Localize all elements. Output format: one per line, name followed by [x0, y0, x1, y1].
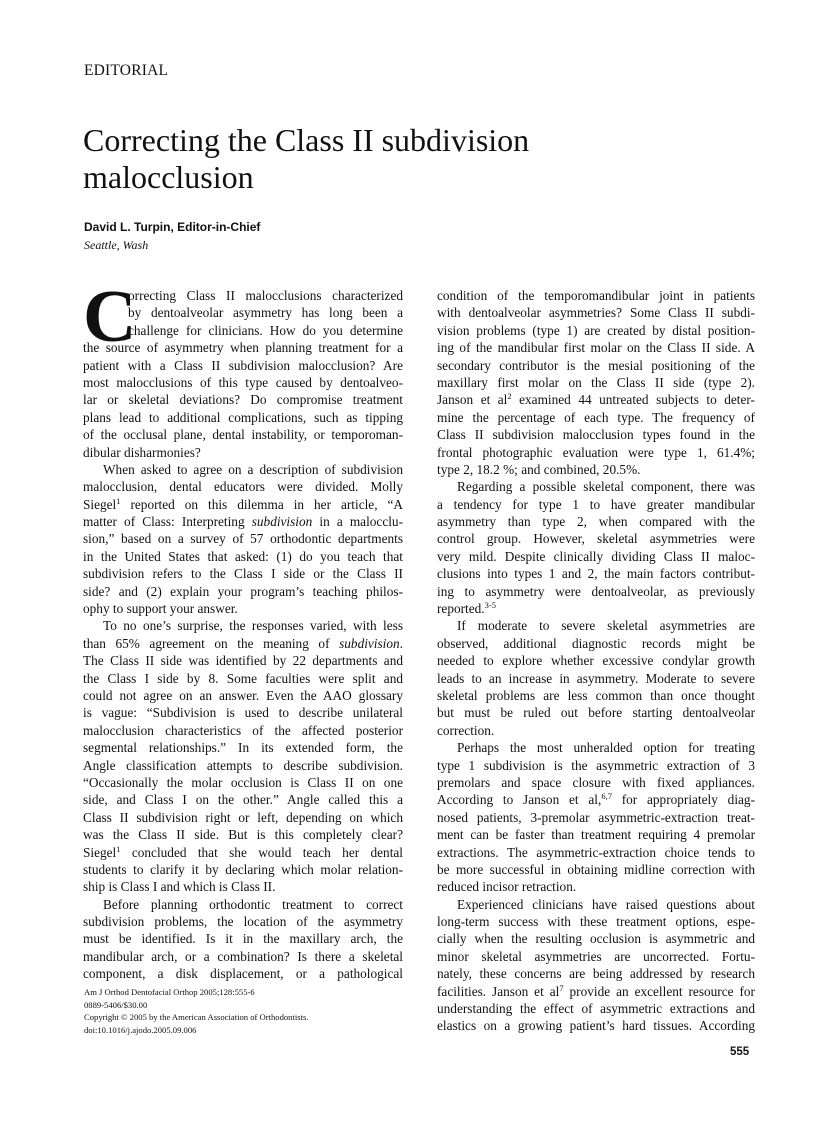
text-line: Angle classification attempts to describe subdivision. [83, 757, 403, 773]
text-segment: Siegel [83, 496, 117, 512]
text-line: in the United States that asked: (1) do you teach that [83, 548, 403, 564]
text-line: correction. [437, 722, 495, 738]
text-segment: facilities. Janson et al [437, 983, 560, 999]
text-line [437, 791, 755, 808]
text-line: mandibular arch, or a combination? Is there a skeletal [83, 948, 403, 964]
text-line: Class II subdivision malocclusion types found in the [437, 427, 755, 443]
text-line: leads to an increase in asymmetry. Moderate to severe [437, 670, 755, 686]
text-line: ship is Class I and which is Class II. [83, 879, 276, 895]
text-line: malocclusion characteristics of the affected posterior [83, 722, 403, 738]
author-name: David L. Turpin, Editor-in-Chief [84, 220, 261, 234]
reference-superscript: 7 [559, 982, 564, 993]
paragraph [83, 896, 403, 983]
text-line: mine the percentage of each type. The frequency of [437, 409, 755, 425]
text-line: is vague: “Subdivision is used to describe unilateral [83, 705, 403, 721]
text-line: extractions. The asymmetric-extraction choice tends to [437, 844, 755, 860]
citation-footer [84, 986, 308, 1036]
text-line: very mild. Despite clinically dividing Class II maloc- [437, 548, 755, 564]
text-line: of the occlusal plane, dental instability, or temporoman- [83, 427, 403, 443]
text-line: skeletal problems are less common than once thought [437, 687, 755, 703]
drop-cap: C [83, 276, 137, 358]
text-line [437, 983, 755, 1000]
reference-superscript: 1 [116, 495, 121, 506]
text-segment: matter of Class: Interpreting [83, 514, 252, 530]
text-segment: . [399, 635, 403, 651]
text-line: could not agree on an answer. Even the AAO glossary [83, 687, 403, 703]
text-segment: than 65% agreement on the meaning of [83, 635, 340, 651]
text-line: elastics on a growing patient’s hard tissues. According [437, 1018, 755, 1034]
text-line: To no one’s surprise, the responses varied, with less [103, 618, 403, 634]
doi: doi:10.1016/j.ajodo.2005.09.006 [84, 1024, 197, 1035]
text-line: clusions into types 1 and 2, the main factors contribut- [437, 566, 755, 582]
text-line: ment can be faster than treatment requiring 4 premolar [437, 827, 755, 843]
text-line: reduced incisor retraction. [437, 879, 577, 895]
text-line: lar or skeletal deviations? Do compromise treatment [83, 392, 403, 408]
text-segment: reported. [437, 601, 485, 617]
text-line: the Class I side by 8. Some faculties were split and [83, 670, 403, 686]
paragraph [83, 617, 403, 895]
section-label: EDITORIAL [84, 62, 169, 79]
text-line: plans lead to additional complications, such as tipping [83, 409, 403, 425]
text-line: the source of asymmetry when planning treatment for a [83, 340, 403, 356]
author-location: Seattle, Wash [84, 238, 149, 252]
text-line: understanding the effect of asymmetric extractions and [437, 1001, 755, 1017]
paragraph [437, 896, 755, 1035]
text-line: malocclusion, dental educators were divided. Molly [83, 479, 403, 495]
text-line: If moderate to severe skeletal asymmetries are [457, 618, 755, 634]
paragraph [83, 461, 403, 618]
text-line: patient with a Class II subdivision malocclusion? Are [83, 357, 403, 373]
text-line [83, 496, 403, 513]
text-segment: concluded that she would teach her dental [120, 844, 403, 860]
text-line: When asked to agree on a description of subdivision [103, 461, 403, 477]
text-line: long-term success with these treatment options, espe- [437, 914, 755, 930]
text-line [83, 513, 403, 530]
text-line: control group. However, skeletal asymmetries were [437, 531, 755, 547]
reference-superscript: 1 [116, 843, 121, 854]
text-line [83, 844, 403, 861]
text-line: side, and Class I on the other.” Angle called this a [83, 792, 403, 808]
text-segment: examined 44 untreated subjects to deter- [511, 392, 755, 408]
text-line: cially when the resulting occlusion is asymmetric and [437, 931, 755, 947]
column-right [437, 287, 755, 1035]
page-number: 555 [730, 1046, 750, 1058]
text-line: subdivision refers to the Class I side or the Class II [83, 566, 403, 582]
article-title [83, 122, 683, 196]
text-line [437, 600, 755, 617]
text-line: type 2, 18.2 %; and combined, 20.5%. [437, 461, 641, 477]
text-line: Experienced clinicians have raised questions about [457, 896, 755, 912]
text-line: needed to explore whether excessive condylar growth [437, 653, 755, 669]
text-line: frontal photographic evaluation were type 1, 61.4%; [437, 444, 755, 460]
text-segment: Janson et al [437, 392, 508, 408]
text-line: by dentoalveolar asymmetry has long been a [128, 305, 403, 321]
text-line: “Occasionally the molar occlusion is Class II on one [83, 774, 403, 790]
text-line: side? and (2) explain your program’s teaching philos- [83, 583, 403, 599]
text-line: dibular disharmonies? [83, 444, 201, 460]
text-segment: in a malocclu- [312, 514, 403, 530]
title-line-1: Correcting the Class II subdivision [83, 122, 530, 158]
text-line: component, a disk displacement, or a pathological [83, 966, 403, 982]
text-line: with dentoalveolar asymmetries? Some Class II subdi- [437, 305, 755, 321]
text-line: The Class II side was identified by 22 departments and [83, 653, 403, 669]
text-line: nosed patients, 3-premolar asymmetric-extraction treat- [437, 809, 755, 825]
text-line: was the Class II side. But is this completely clear? [83, 827, 403, 843]
text-segment: reported on this dilemma in her article, “A [120, 496, 403, 512]
text-line: Class II subdivision right or left, depending on which [83, 809, 403, 825]
text-line: secondary contributor is the mesial positioning of the [437, 357, 755, 373]
text-segment: Siegel [83, 844, 117, 860]
text-line: ophy to support your answer. [83, 601, 238, 617]
paragraph [437, 287, 755, 478]
text-line: observed, additional diagnostic records might be [437, 635, 755, 651]
paragraph [437, 478, 755, 617]
title-line-2: malocclusion [83, 159, 254, 195]
reference-superscript: 6,7 [601, 791, 612, 802]
text-line: be more successful in obtaining midline correction with [437, 861, 755, 877]
text-line: segmental relationships.” In its extended form, the [83, 740, 403, 756]
paragraph [437, 617, 755, 739]
text-line: ing to asymmetry were dentoalveolar, as previously [437, 583, 755, 599]
issn: 0889-5406/$30.00 [84, 999, 148, 1010]
italic-text: subdivision [251, 514, 313, 530]
text-line: asymmetry than type 2, when compared with the [437, 514, 755, 530]
text-line: a tendency for type 1 to have greater mandibular [437, 496, 755, 512]
text-line: minor skeletal asymmetries are uncorrected. Fortu- [437, 948, 755, 964]
text-segment: for appropriately diag- [611, 792, 755, 808]
column-left [83, 276, 403, 983]
text-line: vision problems (type 1) are created by distal position- [437, 322, 755, 338]
text-line: type 1 subdivision is the asymmetric extraction of 3 [437, 757, 755, 773]
text-line: condition of the temporomandibular joint in patients [437, 288, 755, 303]
journal-citation: Am J Orthod Dentofacial Orthop 2005;128:555-6 [84, 987, 255, 997]
text-line: orrecting Class II malocclusions characterized [128, 288, 403, 303]
reference-superscript: 3-5 [484, 600, 496, 611]
text-line: challenge for clinicians. How do you determine [128, 322, 403, 338]
text-segment: provide an excellent resource for [563, 983, 755, 999]
text-line: nately, these concerns are being addressed by research [437, 966, 755, 982]
text-line: students to clarify it by declaring which molar relation- [83, 861, 403, 877]
text-line: maxillary first molar on the Class II side (type 2). [437, 374, 755, 390]
text-line: sion,” based on a survey of 57 orthodontic departments [83, 531, 403, 547]
text-line: but must be ruled out before starting dentoalveolar [437, 705, 755, 721]
paragraph [437, 739, 755, 896]
text-segment: According to Janson et al, [437, 792, 602, 808]
text-line: Before planning orthodontic treatment to correct [103, 896, 403, 912]
text-line: must be identified. Is it in the maxillary arch, the [83, 931, 403, 947]
text-line: Regarding a possible skeletal component, there was [457, 479, 755, 495]
text-line: most malocclusions of this type caused by dentoalveo- [83, 374, 403, 390]
reference-superscript: 2 [507, 391, 512, 402]
text-line: premolars and space closure with fixed appliances. [437, 774, 755, 790]
text-line [437, 391, 755, 408]
text-line: subdivision problems, the location of the asymmetry [83, 914, 403, 930]
italic-text: subdivision [339, 635, 400, 651]
text-line [83, 635, 403, 652]
text-line: Perhaps the most unheralded option for treating [457, 740, 755, 756]
text-line: ing of the mandibular first molar on the Class II side. A [437, 340, 755, 356]
copyright: Copyright © 2005 by the American Association of Orthodontists. [84, 1012, 309, 1022]
